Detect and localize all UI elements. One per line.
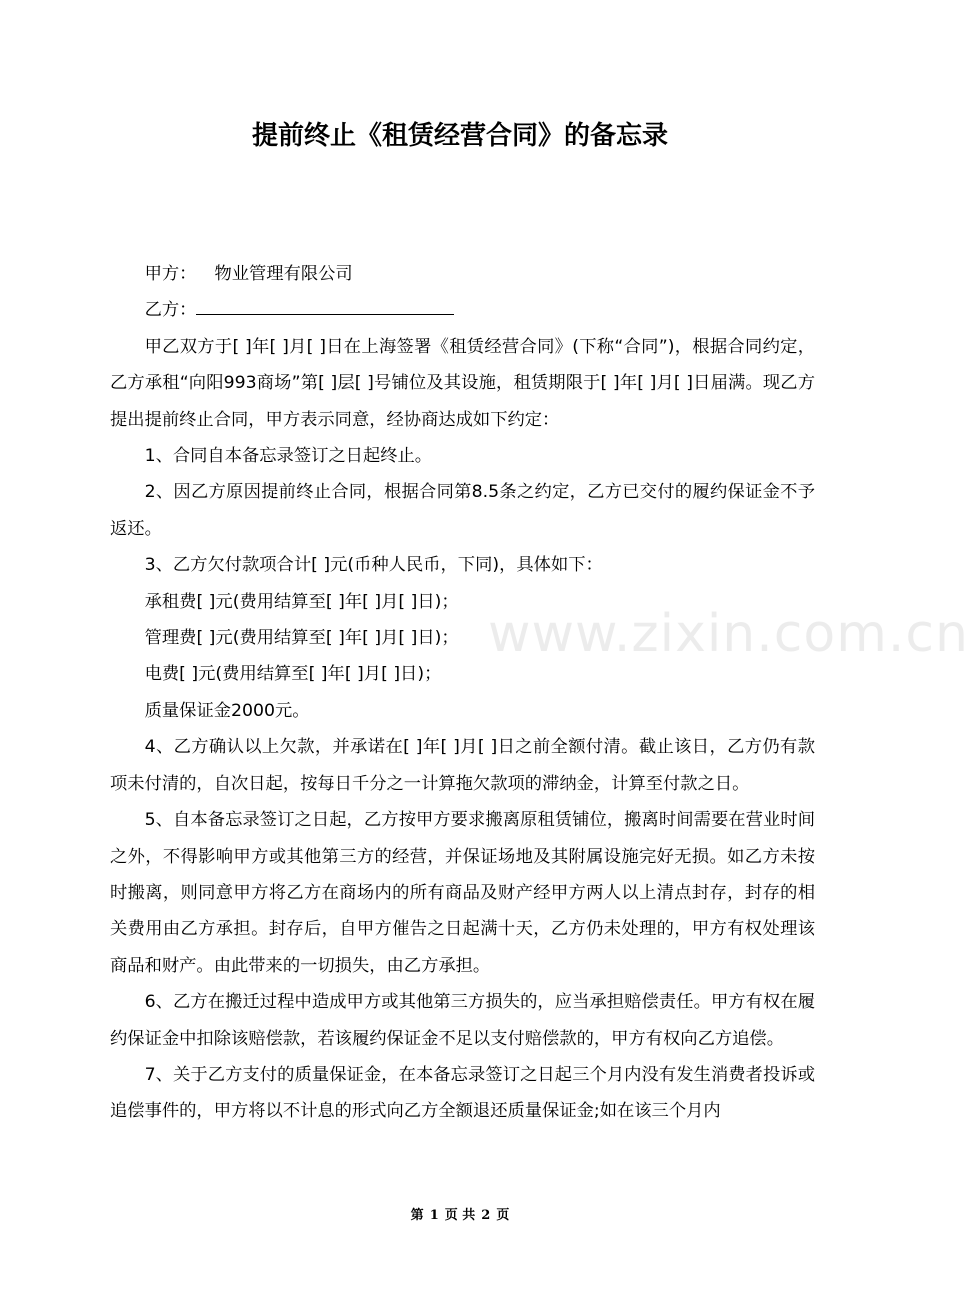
clause-3-rent: 承租费[ ]元(费用结算至[ ]年[ ]月[ ]日)； (144, 591, 459, 612)
clause-1: 1、合同自本备忘录签订之日起终止。 (144, 446, 433, 467)
clause-5: 5、自本备忘录签订之日起，乙方按甲方要求搬离原租赁铺位，搬离时间需要在营业时间之外，不得影响甲方或其他第三方的经营，并保证场地及其附属设施完好无损。如乙方未按时搬离，则同意甲方将乙方在商场内的所有商品及财产经甲方两人以上清点封存，封存的相关费用由乙方承担。封存后，自甲方催告之日起满十天，乙方仍未处理的，甲方有权处理该商品和财产。由此带来的一切损失，由乙方承担。 (110, 810, 815, 976)
clause-4: 4、乙方确认以上欠款，并承诺在[ ]年[ ]月[ ]日之前全额付清。截止该日，乙方仍有款项未付清的，自次日起，按每日千分之一计算拖欠款项的滞纳金，计算至付款之日。 (110, 737, 815, 794)
clause-6: 6、乙方在搬迁过程中造成甲方或其他第三方损失的，应当承担赔偿责任。甲方有权在履约保证金中扣除该赔偿款，若该履约保证金不足以支付赔偿款的，甲方有权向乙方追偿。 (110, 992, 815, 1049)
footer-middle: 页 共 (444, 1208, 476, 1223)
footer-suffix: 页 (496, 1208, 510, 1223)
intro-paragraph: 甲乙双方于[ ]年[ ]月[ ]日在上海签署《租赁经营合同》(下称“合同”)，根据合同约定，乙方承租“向阳993商场”第[ ]层[ ]号铺位及其设施，租赁期限于[ ]年[ ]月[ ]日届满。现乙方提出提前终止合同，甲方表示同意，经协商达成如下约定： (110, 336, 815, 430)
site-watermark: www.zixin.com.cn (488, 604, 969, 664)
footer-prefix: 第 (410, 1208, 424, 1223)
clause-2: 2、因乙方原因提前终止合同，根据合同第8.5条之约定，乙方已交付的履约保证金不予返还。 (110, 482, 815, 539)
clause-3-management-fee: 管理费[ ]元(费用结算至[ ]年[ ]月[ ]日)； (144, 628, 459, 649)
party-b-line (110, 292, 815, 328)
party-b-label: 乙方： (144, 300, 197, 321)
document-title: 提前终止《租赁经营合同》的备忘录 (251, 121, 668, 151)
party-b-blank (196, 300, 454, 315)
clause-3: 3、乙方欠付款项合计[ ]元(币种人民币，下同)，具体如下： (144, 555, 603, 576)
clause-3-quality-deposit: 质量保证金2000元。 (144, 700, 310, 721)
footer-total-pages: 2 (481, 1208, 491, 1223)
clause-7: 7、关于乙方支付的质量保证金，在本备忘录签订之日起三个月内没有发生消费者投诉或追偿事件的，甲方将以不计息的形式向乙方全额退还质量保证金;如在该三个月内 (110, 1064, 815, 1122)
footer-current-page: 1 (429, 1208, 439, 1223)
party-a-line (110, 256, 815, 292)
party-a-value: 物业管理有限公司 (214, 264, 353, 284)
document-body (110, 256, 815, 1130)
clause-3-electricity: 电费[ ]元(费用结算至[ ]年[ ]月[ ]日)； (144, 664, 442, 685)
page-footer (0, 1204, 920, 1223)
party-a-label: 甲方： (144, 264, 197, 284)
